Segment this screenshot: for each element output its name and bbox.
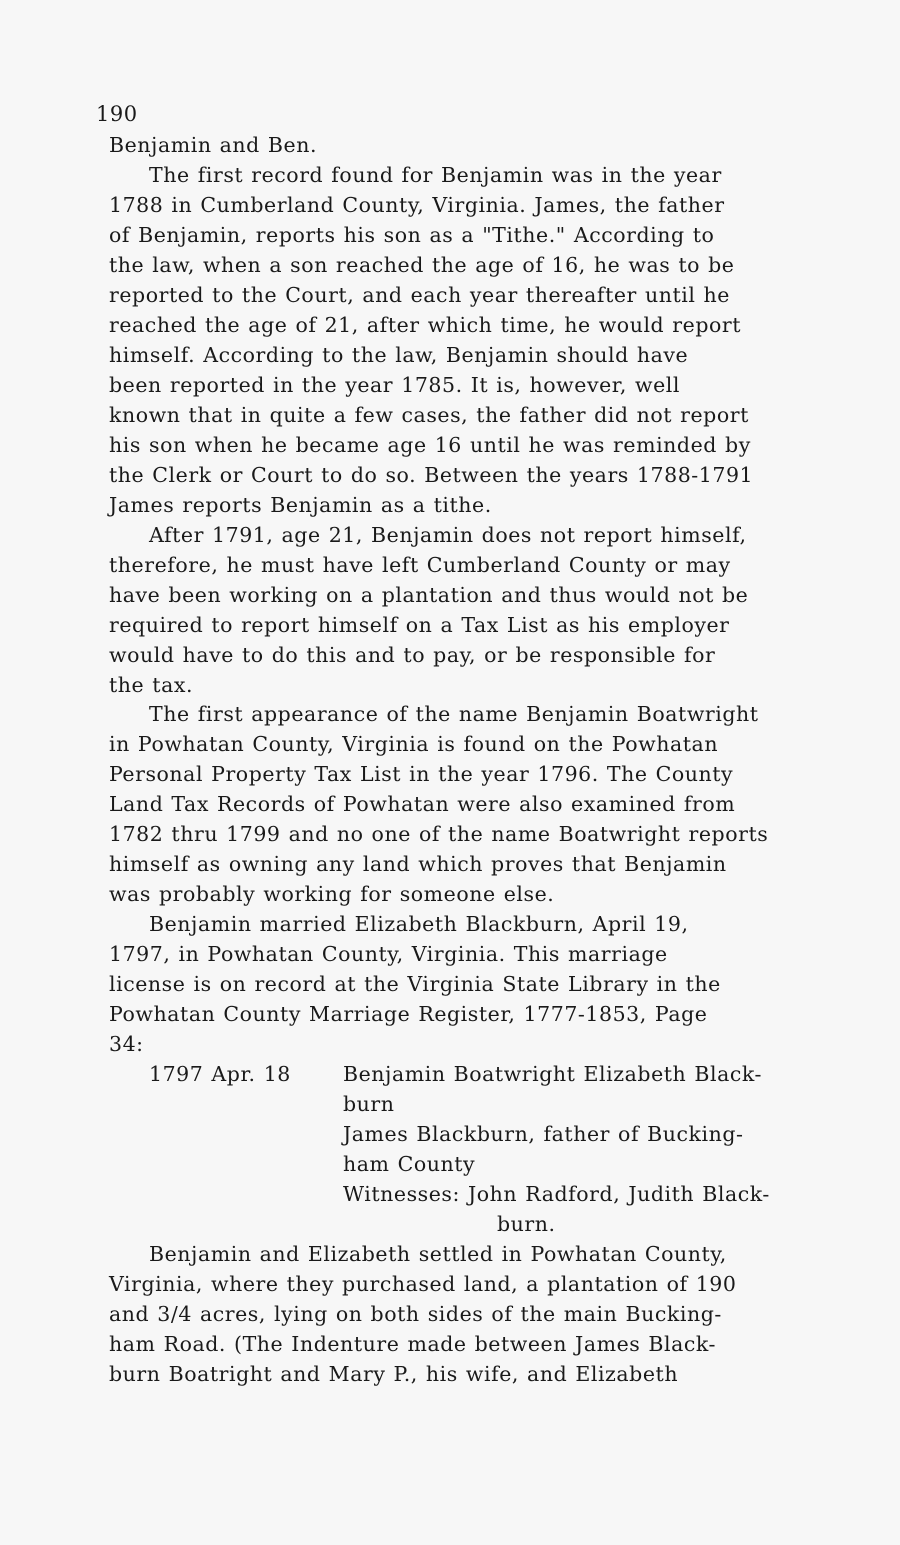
text-line: Land Tax Records of Powhatan were also examined from (109, 792, 736, 816)
text-line: ham Road. (The Indenture made between James Black- (109, 1332, 717, 1356)
text-line: in Powhatan County, Virginia is found on the Powhatan (109, 732, 719, 756)
text-line: would have to do this and to pay, or be responsible for (109, 643, 716, 667)
text-line: 34: (109, 1032, 144, 1056)
text-line: license is on record at the Virginia State Library in the (109, 972, 721, 996)
text-line: of Benjamin, reports his son as a "Tithe." According to (109, 223, 715, 247)
text-line: Personal Property Tax List in the year 1796. The County (109, 762, 734, 786)
text-line: James reports Benjamin as a tithe. (109, 493, 492, 517)
text-line: the tax. (109, 673, 194, 697)
text-line: his son when he became age 16 until he was reminded by (109, 433, 751, 457)
text-line: was probably working for someone else. (109, 882, 555, 906)
register-line: James Blackburn, father of Bucking- (343, 1122, 744, 1146)
text-line: been reported in the year 1785. It is, however, well (109, 373, 680, 397)
paragraph-first-line: Benjamin and Elizabeth settled in Powhatan County, (149, 1242, 727, 1266)
page-number: 190 (96, 102, 138, 126)
text-line: himself. According to the law, Benjamin should have (109, 343, 689, 367)
text-line: the Clerk or Court to do so. Between the years 1788-1791 (109, 463, 754, 487)
paragraph-first-line: Benjamin married Elizabeth Blackburn, April 19, (149, 912, 689, 936)
text-line: Powhatan County Marriage Register, 1777-1853, Page (109, 1002, 708, 1026)
paragraph-first-line: The first appearance of the name Benjamin Boatwright (149, 702, 759, 726)
register-line: burn (343, 1092, 395, 1116)
register-line: Benjamin Boatwright Elizabeth Black- (343, 1062, 762, 1086)
text-line: 1782 thru 1799 and no one of the name Boatwright reports (109, 822, 769, 846)
text-line: the law, when a son reached the age of 16, he was to be (109, 253, 735, 277)
text-line: burn Boatright and Mary P., his wife, and Elizabeth (109, 1362, 679, 1386)
text-line: Virginia, where they purchased land, a plantation of 190 (109, 1272, 737, 1296)
register-date: 1797 Apr. 18 (149, 1062, 291, 1086)
text-line: therefore, he must have left Cumberland County or may (109, 553, 731, 577)
text-line: required to report himself on a Tax List as his employer (109, 613, 730, 637)
text-line: have been working on a plantation and thus would not be (109, 583, 749, 607)
text-line: and 3/4 acres, lying on both sides of the main Bucking- (109, 1302, 722, 1326)
text-line: known that in quite a few cases, the father did not report (109, 403, 749, 427)
text-line: reached the age of 21, after which time, he would report (109, 313, 742, 337)
paragraph-first-line: The first record found for Benjamin was in the year (149, 163, 722, 187)
register-line: Witnesses: John Radford, Judith Black- (343, 1182, 770, 1206)
text-line: reported to the Court, and each year thereafter until he (109, 283, 730, 307)
register-line: ham County (343, 1152, 476, 1176)
paragraph-first-line: After 1791, age 21, Benjamin does not report himself, (149, 523, 747, 547)
text-line: Benjamin and Ben. (109, 133, 318, 157)
text-line: 1797, in Powhatan County, Virginia. This marriage (109, 942, 668, 966)
text-line: himself as owning any land which proves that Benjamin (109, 852, 727, 876)
register-continuation: burn. (497, 1212, 556, 1236)
text-line: 1788 in Cumberland County, Virginia. James, the father (109, 193, 725, 217)
